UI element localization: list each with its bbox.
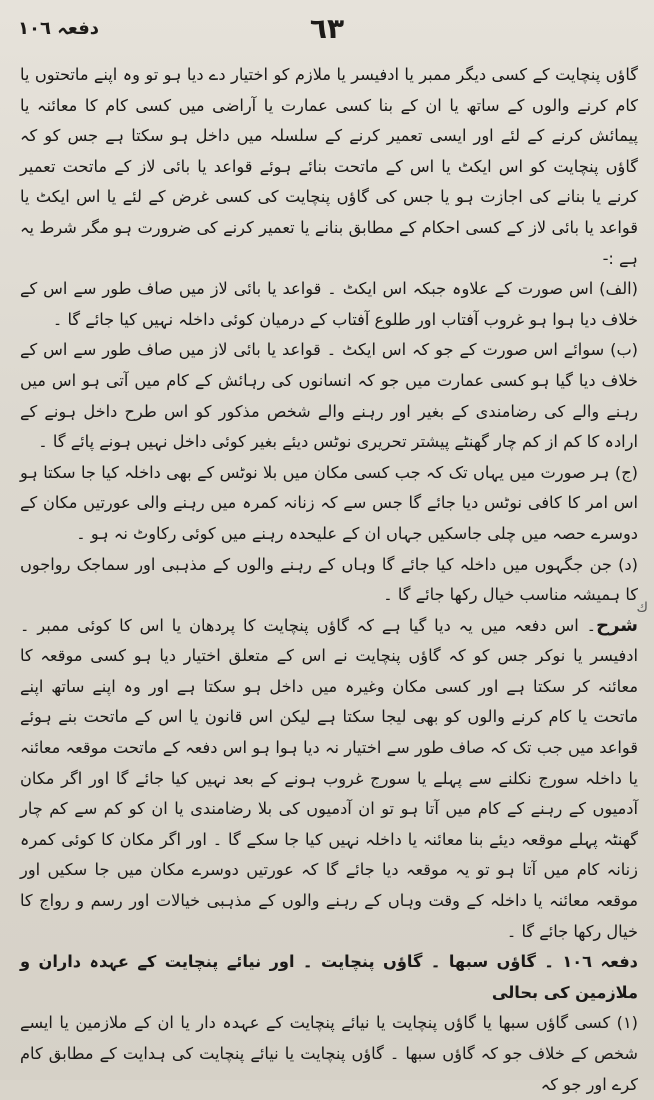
margin-annotation: ك (636, 600, 648, 616)
page-header (18, 6, 636, 50)
page-number: ٦٣ (309, 11, 345, 45)
clause-dal: (د) جن جگہوں میں داخلہ کیا جائے گا وہاں کے رہنے والوں کے مذہبی اور سماجک رواجوں کا ہمیشہ مناسب خیال رکھا جائے گا ۔ (20, 554, 638, 605)
commentary-heading: شرح (596, 614, 638, 636)
section-reference: دفعہ ١٠٦ (18, 17, 99, 39)
section-106-title: دفعہ ١٠٦ ۔ گاؤں سبھا ۔ گاؤں پنچایت ۔ اور نیائے پنچایت کے عہدہ داران و ملازمین کی بحالی (20, 952, 638, 1002)
clause-jeem: (ج) ہر صورت میں یہاں تک کہ جب کسی مکان میں بلا نوٹس کے بھی داخلہ کیا جا سکتا ہو اس امر کا کافی نوٹس دیا جائے گا جس سے کہ زنانہ کمرہ میں رہنے والی عورتیں مکان کے دوسرے حصہ میں چلی جاسکیں جہاں ان کے علیحدہ رہنے میں کوئی رکاوٹ نہ ہو ۔ (20, 462, 638, 543)
commentary-text: ۔ اس دفعہ میں یہ دیا گیا ہے کہ گاؤں پنچایت کا پردھان یا اس کا کوئی ممبر ۔ ادفیسر یا نوکر جس کو کہ گاؤں پنچایت نے اس کے متعلق اختیار دیا ہو کسی موقعہ کا معائنہ کر سکتا ہے اور کسی مکان وغیرہ میں داخل ہو سکتا ہے اور وہ اپنے ساتھ اپنے ماتحت یا کام کرنے والوں کو بھی لیجا سکتا ہے لیکن اس قانون یا اس کے ماتحت بنے ہوئے قواعد میں جب تک کہ صاف طور سے اختیار نہ دیا ہوا ہو اس دفعہ کے ماتحت موقعہ معائنہ یا داخلہ سورج نکلنے سے پہلے یا سورج غروب ہونے کے بعد نہیں کیا جائے گا اور اگر مکان آدمیوں کے رہنے کے کام میں آتا ہو تو ان آدمیوں کی بلا رضامندی یا ان کو کم سے کم چار گھنٹہ پہلے موقعہ دیئے بنا معائنہ یا داخلہ نہیں کیا جا سکے گا ۔ اور اگر مکان کا کوئی کمرہ زنانہ کام میں آتا ہو تو یہ موقعہ دیا جائے گا کہ عورتیں دوسرے مکان میں جا سکیں اور موقعہ معائنہ یا داخلہ کے وقت وہاں کے رہنے والوں کے مذہبی خیالات اور رسم و رواج کا خیال رکھا جائے گا ۔ (20, 615, 638, 941)
page-body (20, 60, 638, 1094)
commentary-paragraph (20, 611, 638, 948)
clause-alif: (الف) اس صورت کے علاوہ جبکہ اس ایکٹ ۔ قواعد یا بائی لاز میں صاف طور سے اس کے خلاف دیا ہوا ہو غروب آفتاب اور طلوع آفتاب کے درمیان کوئی داخلہ نہیں کیا جائے گا ۔ (20, 279, 638, 329)
paragraph-intro: گاؤں پنچایت کے کسی دیگر ممبر یا ادفیسر یا ملازم کو اختیار دے دیا ہو تو وہ اپنے ماتحتوں یا کام کرنے والوں کے ساتھ یا ان کے بنا کسی عمارت یا آراضی میں کسی کام کا معائنہ یا پیمائش کرنے کے لئے اور ایسی تعمیر کرنے کے سلسلہ میں داخل ہو سکتا ہے جس کو کہ گاؤں پنچایت کو اس ایکٹ یا اس کے ماتحت بنائے ہوئے قواعد یا بائی لاز کے ماتحت تعمیر کرنے یا بنانے کی اجازت ہو یا جس کی گاؤں پنچایت کی کسی غرض کے لئے یا اس ایکٹ یا قواعد یا بائی لاز کے کسی احکام کے مطابق بنانے یا تعمیر کرنے کی ضرورت ہو مگر شرط یہ ہے :- (20, 65, 638, 268)
clause-be: (ب) سوائے اس صورت کے جو کہ اس ایکٹ ۔ قواعد یا بائی لاز میں صاف طور سے اس کے خلاف دیا گیا ہو کسی عمارت میں جو کہ انسانوں کی رہائش کے کام میں آتی ہو اس میں رہنے والے کی رضامندی کے بغیر اور رہنے والے شخص مذکور کو اس طرح داخل ہونے کے ارادہ کا کم از کم چار گھنٹے پیشتر تحریری نوٹس دیئے بغیر کوئی داخل نہیں ہونے پائے گا ۔ (20, 340, 638, 452)
section-106-clause-1: (١) کسی گاؤں سبھا یا گاؤں پنچایت یا نیائے پنچایت کے عہدہ دار یا ان کے ملازمین یا ایسے شخص کے خلاف جو کہ گاؤں سبھا ۔ گاؤں پنچایت یا نیائے پنچایت کی ہدایت کے مطابق کام کرے اور جو کہ (20, 1013, 638, 1094)
